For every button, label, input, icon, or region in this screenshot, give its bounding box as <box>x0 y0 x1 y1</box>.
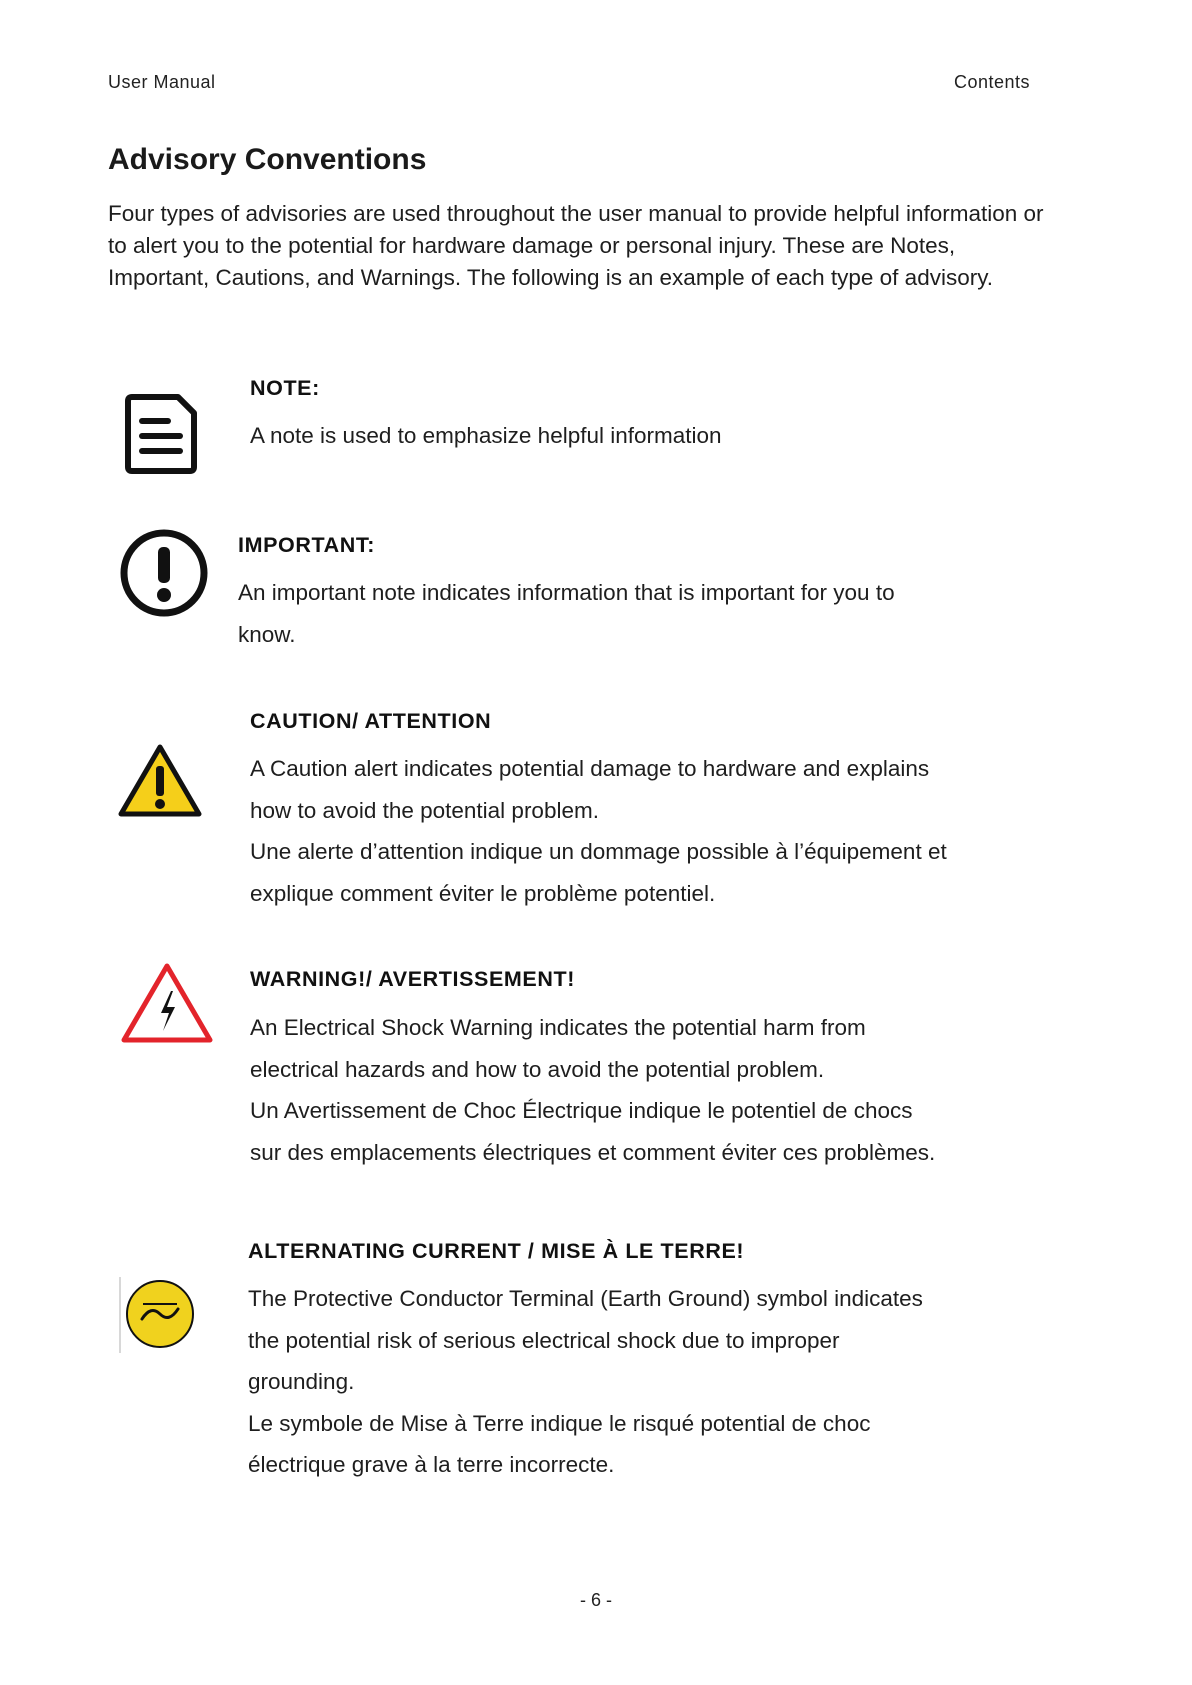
important-line: An important note indicates information that is important for you to <box>238 580 895 605</box>
caution-line: explique comment éviter le problème potentiel. <box>250 880 716 906</box>
ac-line: Le symbole de Mise à Terre indique le risqué potential de choc <box>248 1410 871 1436</box>
alternating-current-icon <box>118 1271 200 1355</box>
ac-line: the potential risk of serious electrical shock due to improper <box>248 1327 840 1353</box>
note-body <box>250 415 722 457</box>
note-heading: NOTE: <box>250 376 320 400</box>
caution-line: how to avoid the potential problem. <box>250 797 599 823</box>
caution-icon <box>117 742 203 820</box>
warning-line: sur des emplacements électriques et comment éviter ces problèmes. <box>250 1139 936 1165</box>
warning-line: Un Avertissement de Choc Électrique indique le potentiel de chocs <box>250 1098 913 1123</box>
caution-line: A Caution alert indicates potential damage to hardware and explains <box>250 756 930 781</box>
caution-line: Une alerte d’attention indique un dommage possible à l’équipement et <box>250 839 947 864</box>
note-icon <box>124 392 200 474</box>
ac-line: The Protective Conductor Terminal (Earth Ground) symbol indicates <box>248 1286 923 1311</box>
header-left: User Manual <box>108 72 216 92</box>
electrical-shock-warning-icon <box>119 961 215 1045</box>
warning-line: electrical hazards and how to avoid the potential problem. <box>250 1056 825 1082</box>
warning-line: An Electrical Shock Warning indicates the potential harm from <box>250 1015 866 1040</box>
ac-heading: ALTERNATING CURRENT / MISE À LE TERRE! <box>248 1239 745 1263</box>
important-line: know. <box>238 621 296 647</box>
important-icon <box>118 527 210 619</box>
ac-line: grounding. <box>248 1369 355 1394</box>
important-body <box>238 572 895 655</box>
note-line: A note is used to emphasize helpful information <box>250 423 722 448</box>
page-title: Advisory Conventions <box>108 143 427 176</box>
ac-line: électrique grave à la terre incorrecte. <box>248 1452 615 1477</box>
header-right: Contents <box>953 72 1030 92</box>
warning-body <box>250 1007 935 1173</box>
warning-heading: WARNING!/ AVERTISSEMENT! <box>250 967 575 991</box>
important-heading: IMPORTANT: <box>238 533 375 557</box>
page-number: - 6 - <box>579 1590 612 1610</box>
caution-body <box>250 748 947 914</box>
intro-paragraph: Four types of advisories are used throughout the user manual to provide helpful information or to alert you to the potential for hardware damage or personal injury. These are Notes, Important, Cautions, and Warnings. The following is an example of each type of advisory. <box>108 201 1044 290</box>
ac-body <box>248 1278 923 1486</box>
caution-heading: CAUTION/ ATTENTION <box>250 709 492 733</box>
